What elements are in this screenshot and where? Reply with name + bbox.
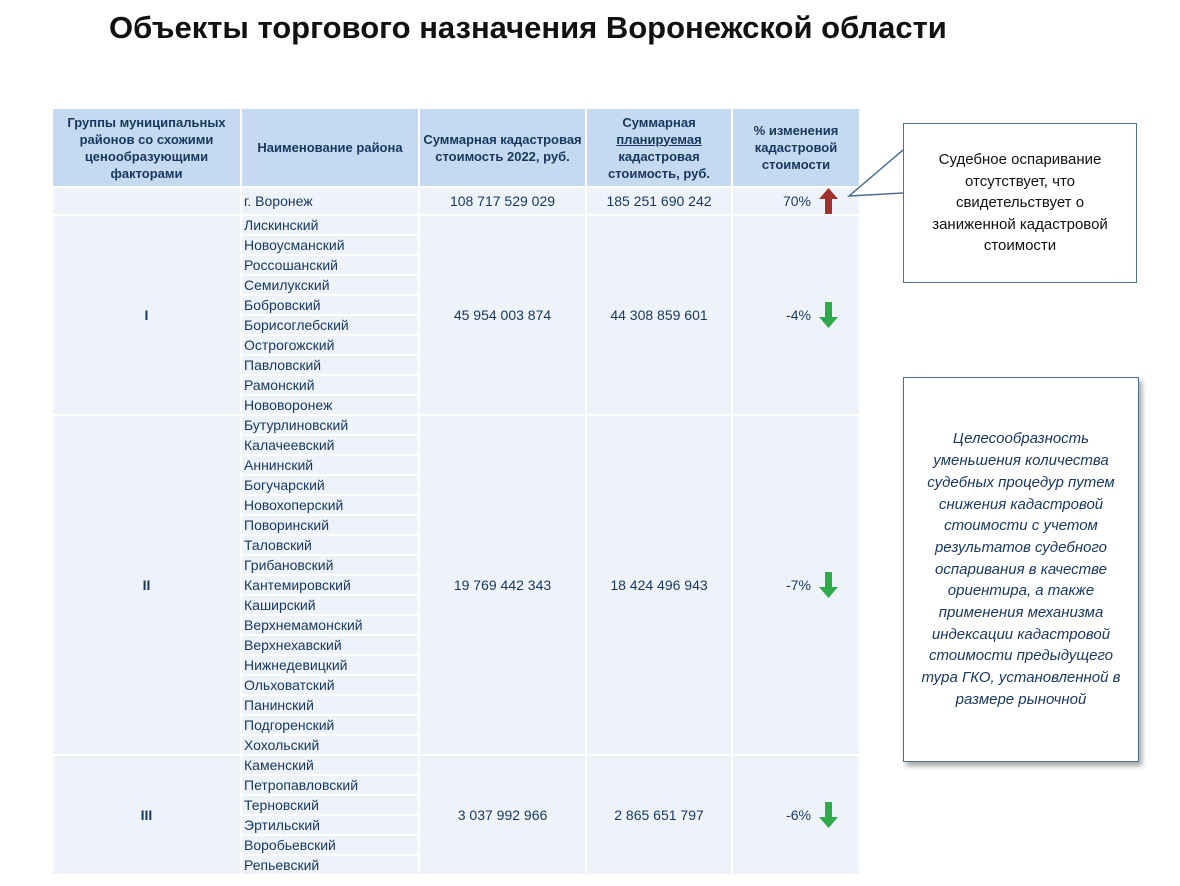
- group-label: I: [52, 215, 241, 415]
- header-name: Наименование района: [241, 108, 419, 187]
- district-name: Ольховатский: [241, 675, 419, 695]
- district-name: Бутурлиновский: [241, 415, 419, 435]
- district-name: Кантемировский: [241, 575, 419, 595]
- group-label: III: [52, 755, 241, 875]
- district-name: Новоусманский: [241, 235, 419, 255]
- district-name: Верхнемамонский: [241, 615, 419, 635]
- district-name: Россошанский: [241, 255, 419, 275]
- header-cost2022: Суммарная кадастровая стоимость 2022, руб.: [419, 108, 586, 187]
- callout-text: Судебное оспаривание отсутствует, что свидетельствует о заниженной кадастровой стоимости: [932, 151, 1108, 255]
- district-name: Павловский: [241, 355, 419, 375]
- district-name: Каширский: [241, 595, 419, 615]
- recommendation-text: Целесообразность уменьшения количества судебных процедур путем снижения кадастровой стоимости с учетом результатов судебного оспаривания в качестве ориентира, а также применения механизма индексации кадастровой стоимости предыдущего тура ГКО, установленной в размере рыночной: [921, 430, 1121, 708]
- group-label: II: [52, 415, 241, 755]
- district-name: Панинский: [241, 695, 419, 715]
- header-planned-line1: Суммарная: [622, 114, 696, 130]
- district-name: Терновский: [241, 795, 419, 815]
- header-planned-rest: кадастровая стоимость, руб.: [607, 148, 711, 181]
- district-name: Верхнехавский: [241, 635, 419, 655]
- change-value: 70%: [782, 193, 811, 209]
- district-name: Аннинский: [241, 455, 419, 475]
- district-name: Хохольский: [241, 735, 419, 755]
- district-name: Петропавловский: [241, 775, 419, 795]
- district-name: Лискинский: [241, 215, 419, 235]
- district-name: Богучарский: [241, 475, 419, 495]
- cost2022-cell: 3 037 992 966: [419, 755, 586, 875]
- planned-cell: 44 308 859 601: [586, 215, 732, 415]
- planned-cell: 185 251 690 242: [586, 187, 732, 215]
- district-name: Борисоглебский: [241, 315, 419, 335]
- district-name: Рамонский: [241, 375, 419, 395]
- district-name: Грибановский: [241, 555, 419, 575]
- planned-cell: 18 424 496 943: [586, 415, 732, 755]
- district-name: Эртильский: [241, 815, 419, 835]
- district-name: Новохоперский: [241, 495, 419, 515]
- district-name: Каменский: [241, 755, 419, 775]
- district-name: Подгоренский: [241, 715, 419, 735]
- district-name: Острогожский: [241, 335, 419, 355]
- district-name: Бобровский: [241, 295, 419, 315]
- district-name: Воробьевский: [241, 835, 419, 855]
- district-name: Нижнедевицкий: [241, 655, 419, 675]
- recommendation-note: [903, 377, 1139, 762]
- district-name: Поворинский: [241, 515, 419, 535]
- change-value: -7%: [786, 577, 811, 593]
- cost2022-cell: 45 954 003 874: [419, 215, 586, 415]
- change-value: -4%: [786, 307, 811, 323]
- page-title: Объекты торгового назначения Воронежской области: [109, 10, 947, 45]
- district-name: Калачеевский: [241, 435, 419, 455]
- planned-cell: 2 865 651 797: [586, 755, 732, 875]
- header-group: Группы муниципальных районов со схожими ценообразующими факторами: [52, 108, 241, 187]
- change-value: -6%: [786, 807, 811, 823]
- district-name: Нововоронеж: [241, 395, 419, 415]
- district-name: Таловский: [241, 535, 419, 555]
- district-name: Репьевский: [241, 855, 419, 875]
- cost2022-cell: 19 769 442 343: [419, 415, 586, 755]
- district-name: г. Воронеж: [241, 187, 419, 215]
- district-name: Семилукский: [241, 275, 419, 295]
- header-change: % изменения кадастровой стоимости: [732, 108, 860, 187]
- cost2022-cell: 108 717 529 029: [419, 187, 586, 215]
- header-planned-underline: планируемая: [616, 131, 702, 147]
